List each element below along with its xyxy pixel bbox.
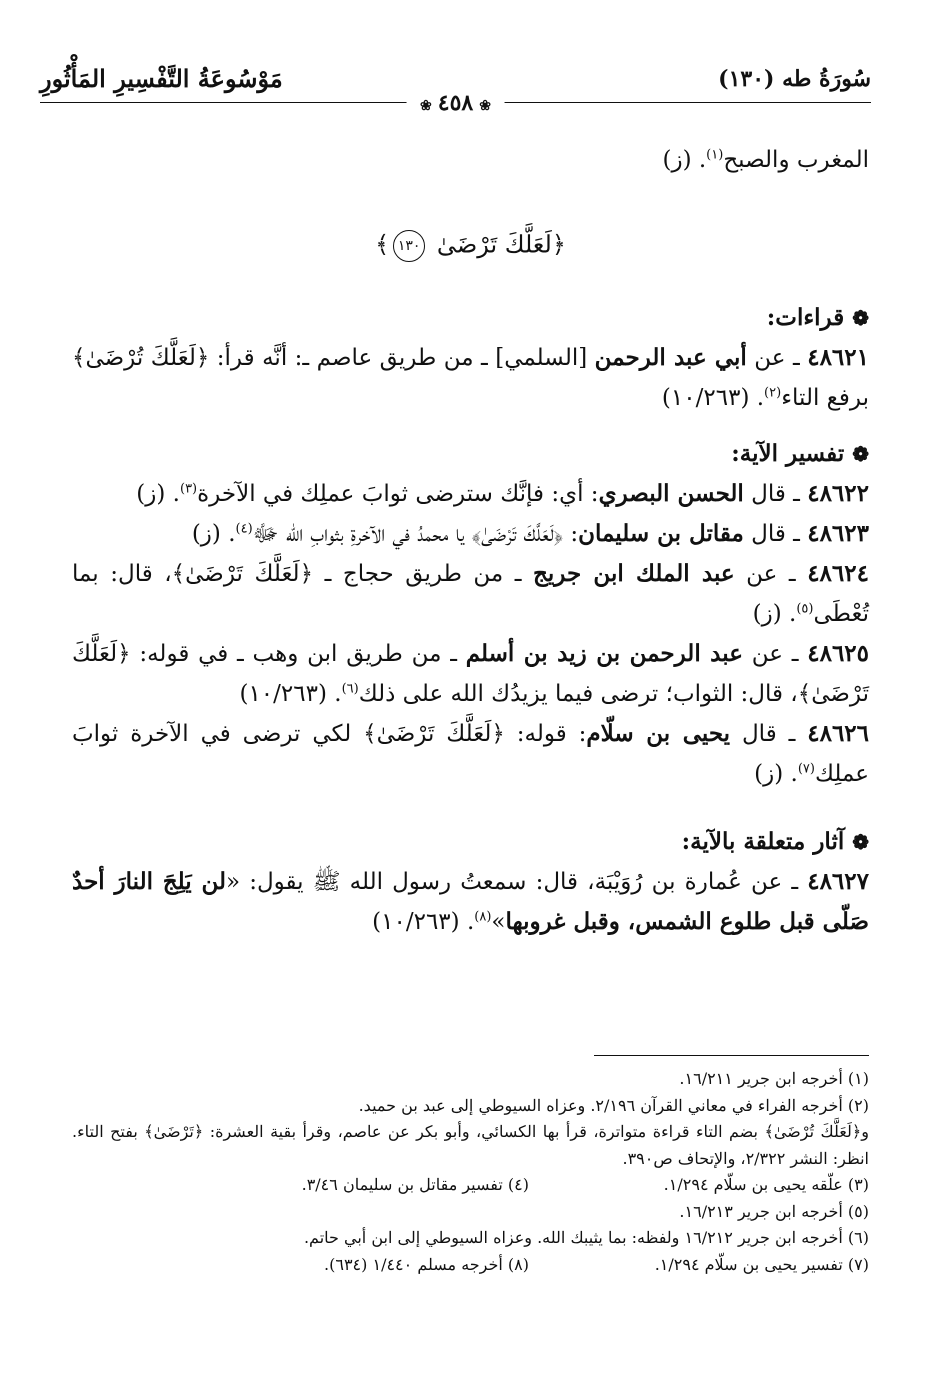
footnotes: [72, 1066, 869, 1278]
page-number: [406, 90, 505, 116]
footnote-2-continued: و﴿لَعَلَّكَ تُرْضَىٰ﴾ بضم التاء قراءة متواترة، قرأ بها الكسائي، وأبو بكر عن عاصم، وقرأ بقية العشرة: ﴿تَرْضَىٰ﴾ بفتح التاء. انظر: النشر ٢/٣٢٢، والإتحاف ص٣٩٠.: [72, 1122, 869, 1168]
footnote-4: (٤) تفسير مقاتل بن سليمان ٣/٤٦.: [301, 1175, 529, 1194]
page-number-text: ٤٥٨: [437, 90, 474, 116]
footnote-rule: [594, 1055, 869, 1056]
entry-48621: ٤٨٦٢١ ـ عن أبي عبد الرحمن [السلمي] ـ من طريق عاصم ـ: أنَّه قرأ: ﴿لَعَلَّكَ تُرْضَىٰ﴾ برفع التاء$^{(٢)}$. (١٠/٢٦٣): [72, 344, 869, 411]
flower-icon: ❁: [852, 306, 869, 330]
entry-48622: ٤٨٦٢٢ ـ قال الحسن البصري: أي: فإنَّك سترضى ثوابَ عملِك في الآخرة$^{(٣)}$. (ز): [136, 480, 869, 507]
book-title: مَوْسُوعَةُ التَّفْسِيرِ المَأْثُورِ: [40, 64, 283, 93]
ornament-icon: ❀: [420, 98, 432, 114]
footnote-row: [72, 1172, 869, 1199]
footnote-3: (٣) علّقه يحيى بن سلّام ١/٢٩٤.: [663, 1175, 869, 1194]
running-header: [40, 60, 871, 116]
section-heading-qiraat: ❁قراءات:: [766, 304, 869, 331]
entry-48623: ٤٨٦٢٣ ـ قال مقاتل بن سليمان: ﴿لَعَلَّكَ تَرْضَىٰ﴾ يا محمدُ في الآخرةِ بثوابِ الله ﷻ$^{(٤)}$. (ز): [191, 520, 869, 547]
entry-48625: ٤٨٦٢٥ ـ عن عبد الرحمن بن زيد بن أسلم ـ من طريق ابن وهب ـ في قوله: ﴿لَعَلَّكَ تَرْضَىٰ﴾، قال: الثواب؛ ترضى فيما يزيدُك الله على ذلك$^{(٦)}$. (١٠/٢٦٣): [72, 640, 870, 707]
entry-48626: ٤٨٦٢٦ ـ قال يحيى بن سلّام: قوله: ﴿لَعَلَّكَ تَرْضَىٰ﴾ لكي ترضى في الآخرة ثوابَ عملِك$^{(٧)}$. (ز): [72, 720, 870, 787]
section-heading-tafsir: ❁تفسير الآية:: [731, 440, 869, 467]
entry-48624: ٤٨٦٢٤ ـ عن عبد الملك ابن جريج ـ من طريق حجاج ـ ﴿لَعَلَّكَ تَرْضَىٰ﴾، قال: بما تُعْطَى$^{(٥)}$. (ز): [72, 560, 869, 627]
footnote-row: [72, 1252, 869, 1279]
main-text: [72, 140, 869, 942]
ayah-heading: ﴿لَعَلَّكَ تَرْضَىٰ ١٣٠﴾: [72, 230, 869, 262]
surah-title: سُورَةُ طه (١٣٠): [718, 66, 871, 92]
footnote-5: (٥) أخرجه ابن جرير ١٦/٢١٣.: [679, 1201, 869, 1221]
ayah-text: لَعَلَّكَ تَرْضَىٰ: [436, 230, 552, 259]
ayah-number: ١٣٠: [393, 230, 425, 262]
footnote-8: (٨) أخرجه مسلم ١/٤٤٠ (٦٣٤).: [324, 1254, 529, 1274]
footnote-2: (٢) أخرجه الفراء في معاني القرآن ٢/١٩٦. وعزاه السيوطي إلى عبد بن حميد.: [358, 1095, 869, 1115]
intro-line: المغرب والصبح$^{(١)}$. (ز): [662, 147, 869, 173]
entry-48627: ٤٨٦٢٧ ـ عن عُمارة بن رُوَيْبَة، قال: سمعتُ رسول الله ﷺ يقول: «لن يَلِجَ النارَ أحدٌ صَلّى قبل طلوع الشمس، وقبل غروبها»$^{(٨)}$. (١٠/٢٦٣): [72, 868, 869, 935]
flower-icon: ❁: [852, 830, 869, 854]
flower-icon: ❁: [852, 442, 869, 466]
footnote-6: (٦) أخرجه ابن جرير ١٦/٢١٢ ولفظه: بما يثيبك الله. وعزاه السيوطي إلى ابن أبي حاتم.: [303, 1228, 869, 1247]
footnote-1: (١) أخرجه ابن جرير ١٦/٢١١.: [679, 1069, 869, 1088]
ornament-icon: ❀: [479, 98, 491, 114]
footnote-7: (٧) تفسير يحيى بن سلّام ١/٢٩٤.: [654, 1254, 869, 1274]
section-heading-athar: ❁آثار متعلقة بالآية:: [681, 828, 869, 855]
